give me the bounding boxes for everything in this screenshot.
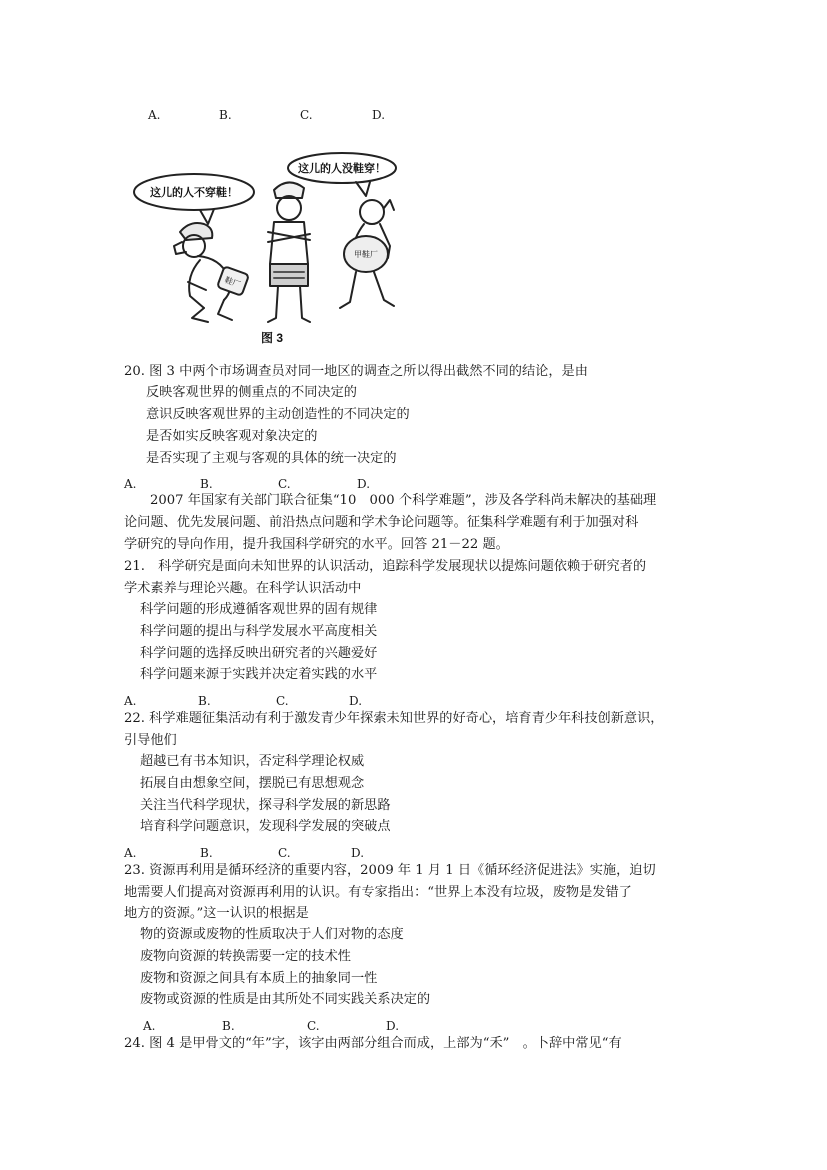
- q20-option-a: A.: [124, 477, 137, 491]
- q22-option-d: D.: [351, 846, 365, 860]
- q20-stem: 20. 图 3 中两个市场调查员对同一地区的调查之所以得出截然不同的结论，是由: [124, 364, 588, 379]
- q20-option-b: B.: [200, 477, 213, 491]
- q22-stem-line-2: 引导他们: [124, 733, 177, 748]
- q22-option-b: B.: [200, 846, 213, 860]
- q22-choice-2: 拓展自由想象空间，摆脱已有思想观念: [140, 776, 365, 791]
- q23-stem-line-1: 23. 资源再利用是循环经济的重要内容，2009 年 1 月 1 日《循环经济促进法》实施，迫切: [124, 863, 656, 878]
- q20-choice-2: 意识反映客观世界的主动创造性的不同决定的: [146, 407, 410, 422]
- top-option-d: D.: [372, 108, 386, 122]
- left-sack-label: 鞋厂: [223, 275, 242, 290]
- q23-option-d: D.: [386, 1019, 400, 1033]
- q21-stem-line-2: 学术素养与理论兴趣。在科学认识活动中: [124, 581, 362, 596]
- q21-option-a: A.: [124, 694, 137, 708]
- q21-option-b: B.: [198, 694, 211, 708]
- q20-option-c: C.: [278, 477, 291, 491]
- q23-option-a: A.: [143, 1019, 156, 1033]
- q23-choice-4: 废物或资源的性质是由其所处不同实践关系决定的: [140, 992, 431, 1007]
- q21-option-d: D.: [349, 694, 363, 708]
- left-speech-bubble: 这儿的人不穿鞋！: [150, 187, 238, 199]
- figure-caption: 图 3: [260, 331, 284, 345]
- q21-choice-4: 科学问题来源于实践并决定着实践的水平: [140, 667, 378, 682]
- top-option-b: B.: [219, 108, 232, 122]
- q20-choice-1: 反映客观世界的侧重点的不同决定的: [146, 385, 357, 400]
- passage-line-1: 2007 年国家有关部门联合征集“10 000 个科学难题”，涉及各学科尚未解决的基础理: [150, 493, 657, 508]
- q23-option-c: C.: [307, 1019, 320, 1033]
- q21-choice-2: 科学问题的提出与科学发展水平高度相关: [140, 624, 378, 639]
- q22-stem-line-1: 22. 科学难题征集活动有利于激发青少年探索未知世界的好奇心，培育青少年科技创新意识，: [124, 711, 664, 726]
- q20-choice-4: 是否实现了主观与客观的具体的统一决定的: [146, 451, 397, 466]
- q22-option-a: A.: [124, 846, 137, 860]
- passage-line-2: 论问题、优先发展问题、前沿热点问题和学术争论问题等。征集科学难题有利于加强对科: [124, 515, 639, 530]
- q20-choice-3: 是否如实反映客观对象决定的: [146, 429, 318, 444]
- figure-3: [128, 150, 424, 346]
- q23-option-b: B.: [222, 1019, 235, 1033]
- cartoon-illustration: [128, 150, 424, 346]
- q22-option-c: C.: [278, 846, 291, 860]
- q23-choice-3: 废物和资源之间具有本质上的抽象同一性: [140, 971, 378, 986]
- top-option-c: C.: [300, 108, 313, 122]
- q21-choice-1: 科学问题的形成遵循客观世界的固有规律: [140, 602, 378, 617]
- right-speech-bubble: 这儿的人没鞋穿！: [298, 163, 386, 175]
- q23-choice-1: 物的资源或废物的性质取决于人们对物的态度: [140, 927, 404, 942]
- q22-choice-4: 培育科学问题意识，发现科学发展的突破点: [140, 819, 391, 834]
- q24-stem: 24. 图 4 是甲骨文的“年”字，该字由两部分组合而成，上部为“禾” 。卜辞中常见“有: [124, 1036, 622, 1051]
- q23-choice-2: 废物向资源的转换需要一定的技术性: [140, 949, 351, 964]
- q22-choice-1: 超越已有书本知识，否定科学理论权威: [140, 754, 365, 769]
- q21-stem-line-1: 21. 科学研究是面向未知世界的认识活动，追踪科学发展现状以提炼问题依赖于研究者的: [124, 559, 647, 574]
- q20-option-d: D.: [357, 477, 371, 491]
- q21-choice-3: 科学问题的选择反映出研究者的兴趣爱好: [140, 646, 378, 661]
- q23-stem-line-3: 地方的资源。”这一认识的根据是: [124, 906, 309, 921]
- q22-choice-3: 关注当代科学现状，探寻科学发展的新思路: [140, 798, 391, 813]
- right-sack-label: 甲鞋厂: [354, 250, 378, 259]
- passage-line-3: 学研究的导向作用，提升我国科学研究的水平。回答 21－22 题。: [124, 537, 509, 552]
- top-option-a: A.: [148, 108, 161, 122]
- q21-option-c: C.: [276, 694, 289, 708]
- q23-stem-line-2: 地需要人们提高对资源再利用的认识。有专家指出：“世界上本没有垃圾，废物是发错了: [124, 885, 632, 900]
